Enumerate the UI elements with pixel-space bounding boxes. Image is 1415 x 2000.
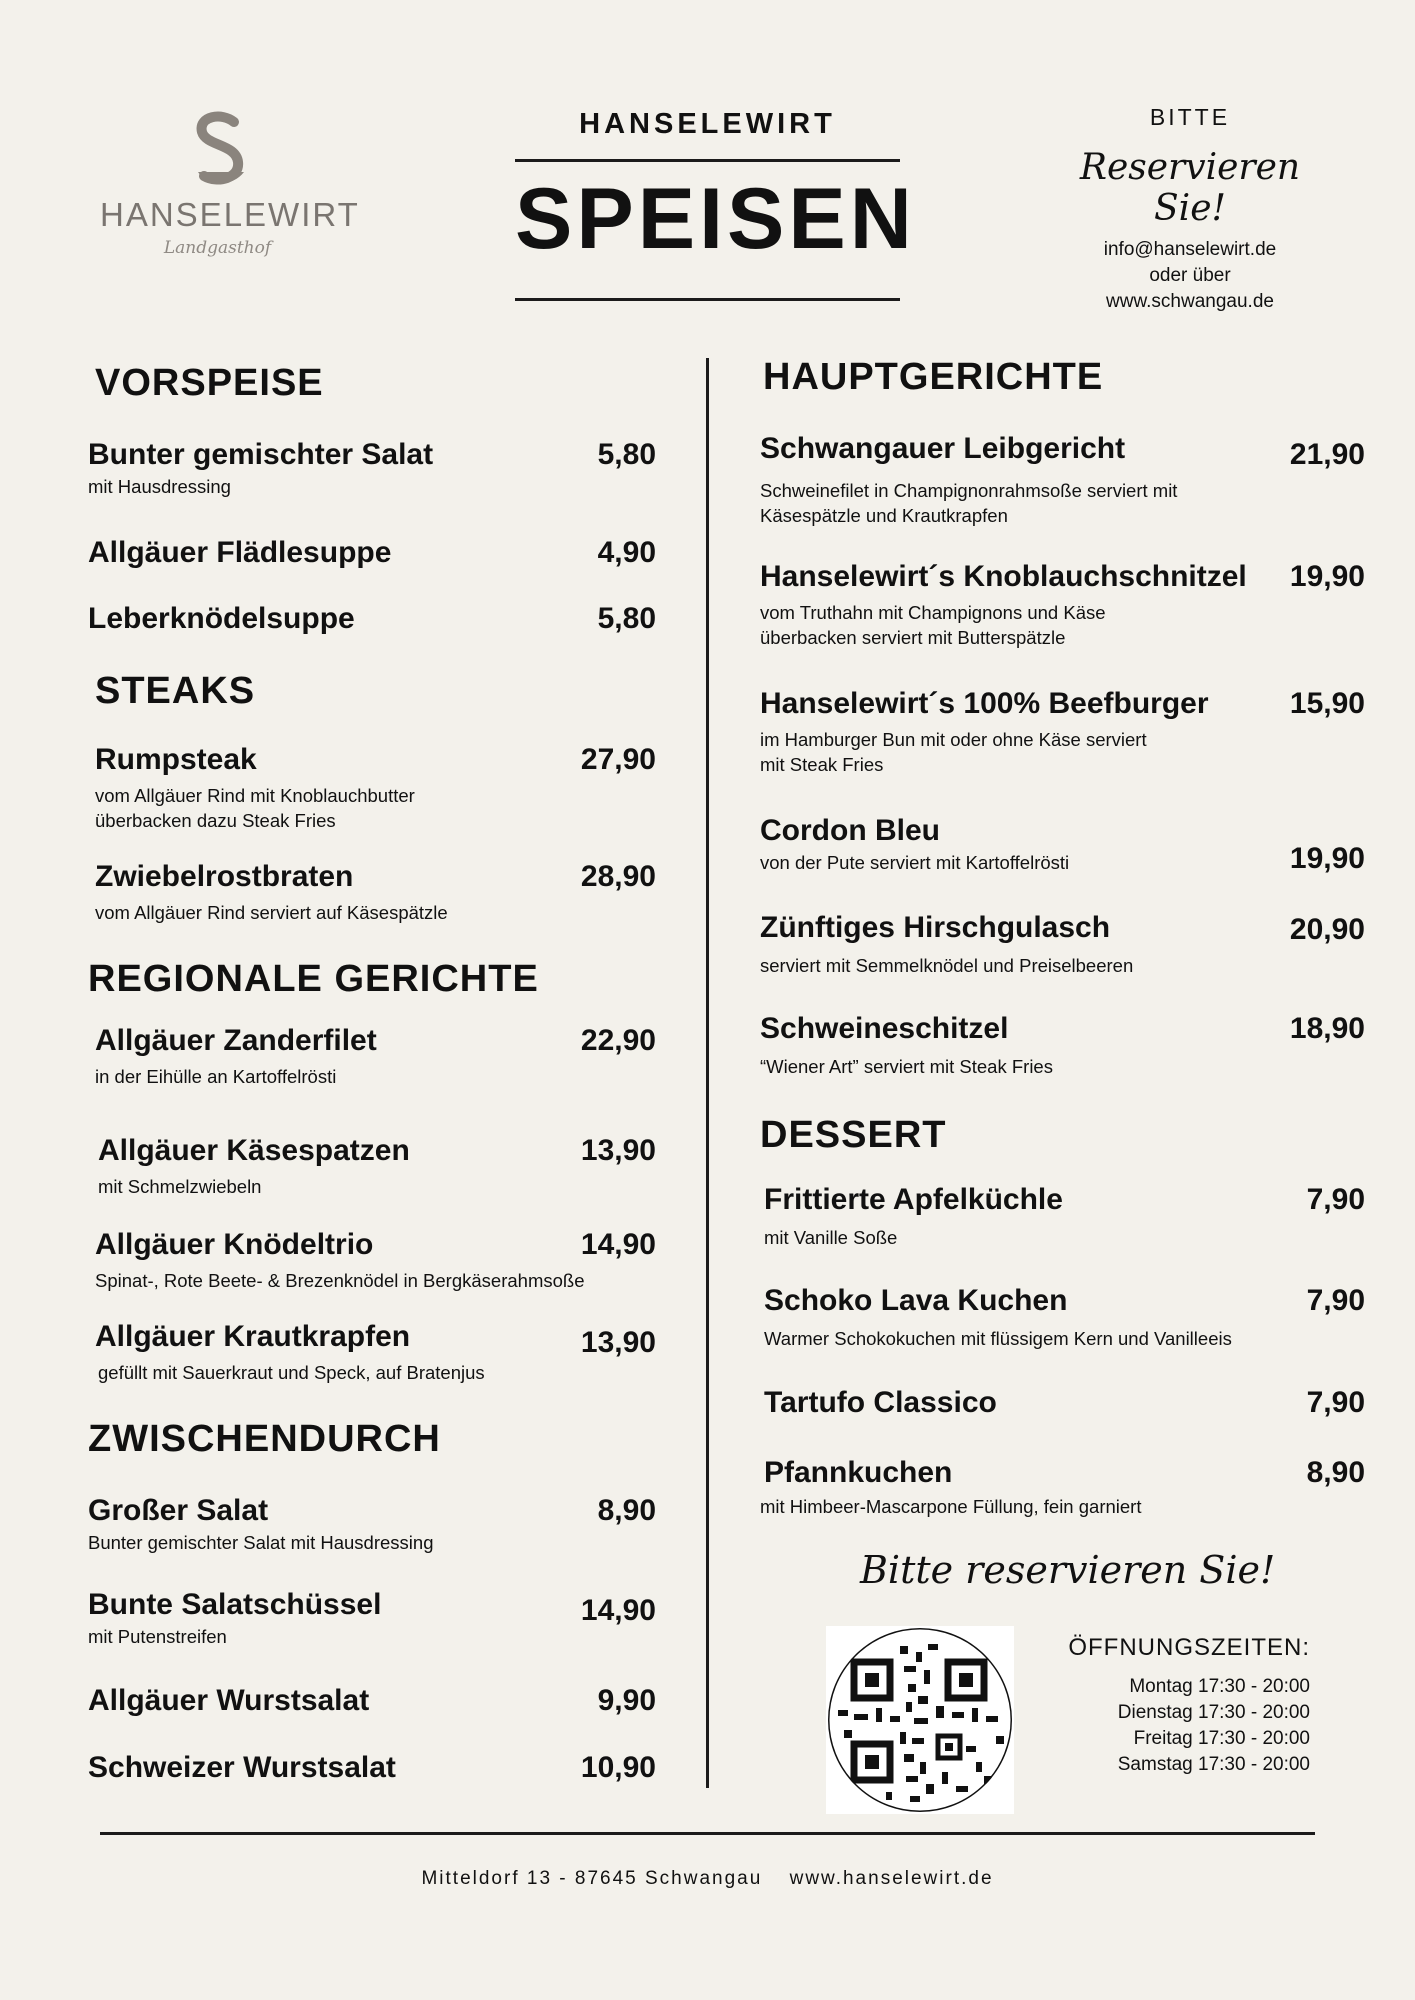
menu-item [88,602,656,636]
item-desc: Warmer Schokokuchen mit flüssigem Kern und Vanilleeis [764,1328,1232,1349]
item-price: 14,90 [580,1594,656,1627]
item-desc: Spinat-, Rote Beete- & Brezenknödel in Bergkäserahmsoße [95,1270,585,1291]
menu-item [95,1228,656,1293]
section-vorspeise-title: VORSPEISE [95,362,324,404]
item-desc: “Wiener Art” serviert mit Steak Fries [760,1056,1053,1077]
menu-item [88,1684,656,1718]
menu-item [88,536,656,570]
item-price: 10,90 [580,1751,656,1784]
opening-hours-row: Samstag 17:30 - 20:00 [1117,1754,1310,1775]
item-name: Zünftiges Hirschgulasch [760,911,1111,944]
opening-hours-row: Freitag 17:30 - 20:00 [1133,1728,1310,1749]
item-name: Schweizer Wurstsalat [88,1751,396,1784]
item-name: Allgäuer Zanderfilet [95,1024,377,1057]
item-price: 22,90 [580,1024,656,1057]
column-divider [706,358,709,1788]
item-price: 7,90 [1306,1284,1365,1317]
qr-code[interactable] [826,1626,1014,1814]
item-name: Leberknödelsuppe [88,602,355,635]
item-desc: Bunter gemischter Salat mit Hausdressing [88,1532,434,1553]
page-title: SPEISEN [515,171,916,267]
menu-item [95,1320,656,1385]
menu-item [764,1386,1365,1420]
menu-item [760,432,1365,528]
item-price: 9,90 [597,1684,656,1717]
menu-item [760,1456,1365,1519]
item-price: 28,90 [580,860,656,893]
contact-oder: oder über [1149,265,1231,286]
menu-item [760,560,1365,650]
item-desc: mit Schmelzwiebeln [98,1176,262,1197]
item-price: 5,80 [597,438,656,471]
item-name: Hanselewirt´s Knoblauchschnitzel [760,560,1247,593]
item-desc: mit Vanille Soße [764,1227,898,1248]
item-name: Großer Salat [88,1494,269,1527]
item-price: 19,90 [1289,842,1365,875]
menu-item [95,1024,656,1089]
item-price: 8,90 [597,1494,656,1527]
item-price: 19,90 [1289,560,1365,593]
item-name: Frittierte Apfelküchle [764,1183,1063,1216]
section-steaks-title: STEAKS [95,670,256,712]
item-desc: vom Allgäuer Rind serviert auf Käsespätzle [95,902,448,923]
bitte-label: BITTE [1149,104,1231,130]
item-price: 7,90 [1306,1386,1365,1419]
item-price: 4,90 [597,536,656,569]
item-name: Allgäuer Krautkrapfen [95,1320,411,1353]
item-name: Allgäuer Käsespatzen [98,1134,410,1167]
item-name: Pfannkuchen [764,1456,953,1489]
qr-code-icon [826,1626,1014,1814]
menu-item [88,1751,656,1785]
menu-item [95,743,656,833]
opening-hours-row: Montag 17:30 - 20:00 [1129,1676,1310,1697]
item-desc: mit Himbeer-Mascarpone Füllung, fein garniert [760,1496,1142,1517]
menu-item [98,1134,656,1199]
item-desc: in der Eihülle an Kartoffelrösti [95,1066,337,1087]
section-regional-title: REGIONALE GERICHTE [88,958,539,1000]
item-desc: im Hamburger Bun mit oder ohne Käse serviert mit Steak Fries [760,729,1147,775]
item-price: 27,90 [580,743,656,776]
item-name: Allgäuer Knödeltrio [95,1228,374,1261]
contact-email[interactable]: info@hanselewirt.de [1103,239,1277,260]
item-desc: mit Putenstreifen [88,1626,227,1647]
section-zwischendurch-title: ZWISCHENDURCH [88,1418,441,1460]
item-name: Schoko Lava Kuchen [764,1284,1068,1317]
logo [100,110,360,258]
item-price: 13,90 [580,1134,656,1167]
item-name: Schwangauer Leibgericht [760,432,1126,465]
menu-item [764,1183,1365,1250]
reserve-script-bottom: Bitte reservieren Sie! [860,1548,1276,1592]
page-header [515,108,916,301]
item-price: 5,80 [597,602,656,635]
item-name: Tartufo Classico [764,1386,997,1419]
menu-item [88,1494,656,1555]
item-name: Bunte Salatschüssel [88,1588,382,1621]
footer-rule [100,1832,1315,1835]
reservation-box [1040,104,1340,315]
swan-logo-icon [178,110,258,190]
item-name: Schweineschitzel [760,1012,1009,1045]
item-name: Zwiebelrostbraten [95,860,354,893]
item-price: 14,90 [580,1228,656,1261]
item-price: 8,90 [1306,1456,1365,1489]
item-price: 20,90 [1289,913,1365,946]
item-price: 18,90 [1289,1012,1365,1045]
logo-subtitle: Landgasthof [163,238,272,258]
item-name: Allgäuer Flädlesuppe [88,536,392,569]
item-desc: vom Allgäuer Rind mit Knoblauchbutter überbacken dazu Steak Fries [95,785,415,831]
footer-web[interactable]: www.hanselewirt.de [789,1868,994,1889]
menu-item [760,911,1365,978]
logo-name: HANSELEWIRT [100,196,360,233]
item-price: 21,90 [1289,438,1365,471]
item-desc: gefüllt mit Sauerkraut und Speck, auf Bratenjus [98,1362,485,1383]
item-price: 7,90 [1306,1183,1365,1216]
section-dessert-title: DESSERT [760,1114,947,1156]
item-name: Hanselewirt´s 100% Beefburger [760,687,1209,720]
menu-item [760,814,1365,875]
header-bottom-rule [515,298,900,301]
opening-hours [1060,1634,1310,1778]
item-price: 13,90 [580,1326,656,1359]
reserve-script: Reservieren Sie! [1079,147,1301,229]
opening-hours-row: Dienstag 17:30 - 20:00 [1117,1702,1310,1723]
menu-item [88,1588,656,1649]
item-name: Cordon Bleu [760,814,940,847]
menu-item [95,860,656,925]
contact-web[interactable]: www.schwangau.de [1106,291,1274,312]
item-name: Bunter gemischter Salat [88,438,434,471]
item-desc: Schweinefilet in Champignonrahmsoße serviert mit Käsespätzle und Krautkrapfen [760,480,1178,526]
menu-item [764,1284,1365,1351]
item-desc: vom Truthahn mit Champignons und Käse überbacken serviert mit Butterspätzle [760,602,1106,648]
item-name: Rumpsteak [95,743,257,776]
menu-item [760,1012,1365,1079]
menu-item [88,438,656,499]
footer [0,1868,1415,1890]
item-desc: mit Hausdressing [88,476,231,497]
item-desc: serviert mit Semmelknödel und Preiselbeeren [760,955,1134,976]
footer-address: Mitteldorf 13 - 87645 Schwangau [421,1868,763,1889]
header-small-title: HANSELEWIRT [579,108,836,140]
item-desc: von der Pute serviert mit Kartoffelrösti [760,852,1070,873]
section-hauptgerichte-title: HAUPTGERICHTE [763,356,1104,398]
item-name: Allgäuer Wurstsalat [88,1684,370,1717]
opening-hours-title: ÖFFNUNGSZEITEN: [1068,1634,1310,1661]
header-top-rule [515,159,900,162]
menu-item [760,687,1365,777]
item-price: 15,90 [1289,687,1365,720]
